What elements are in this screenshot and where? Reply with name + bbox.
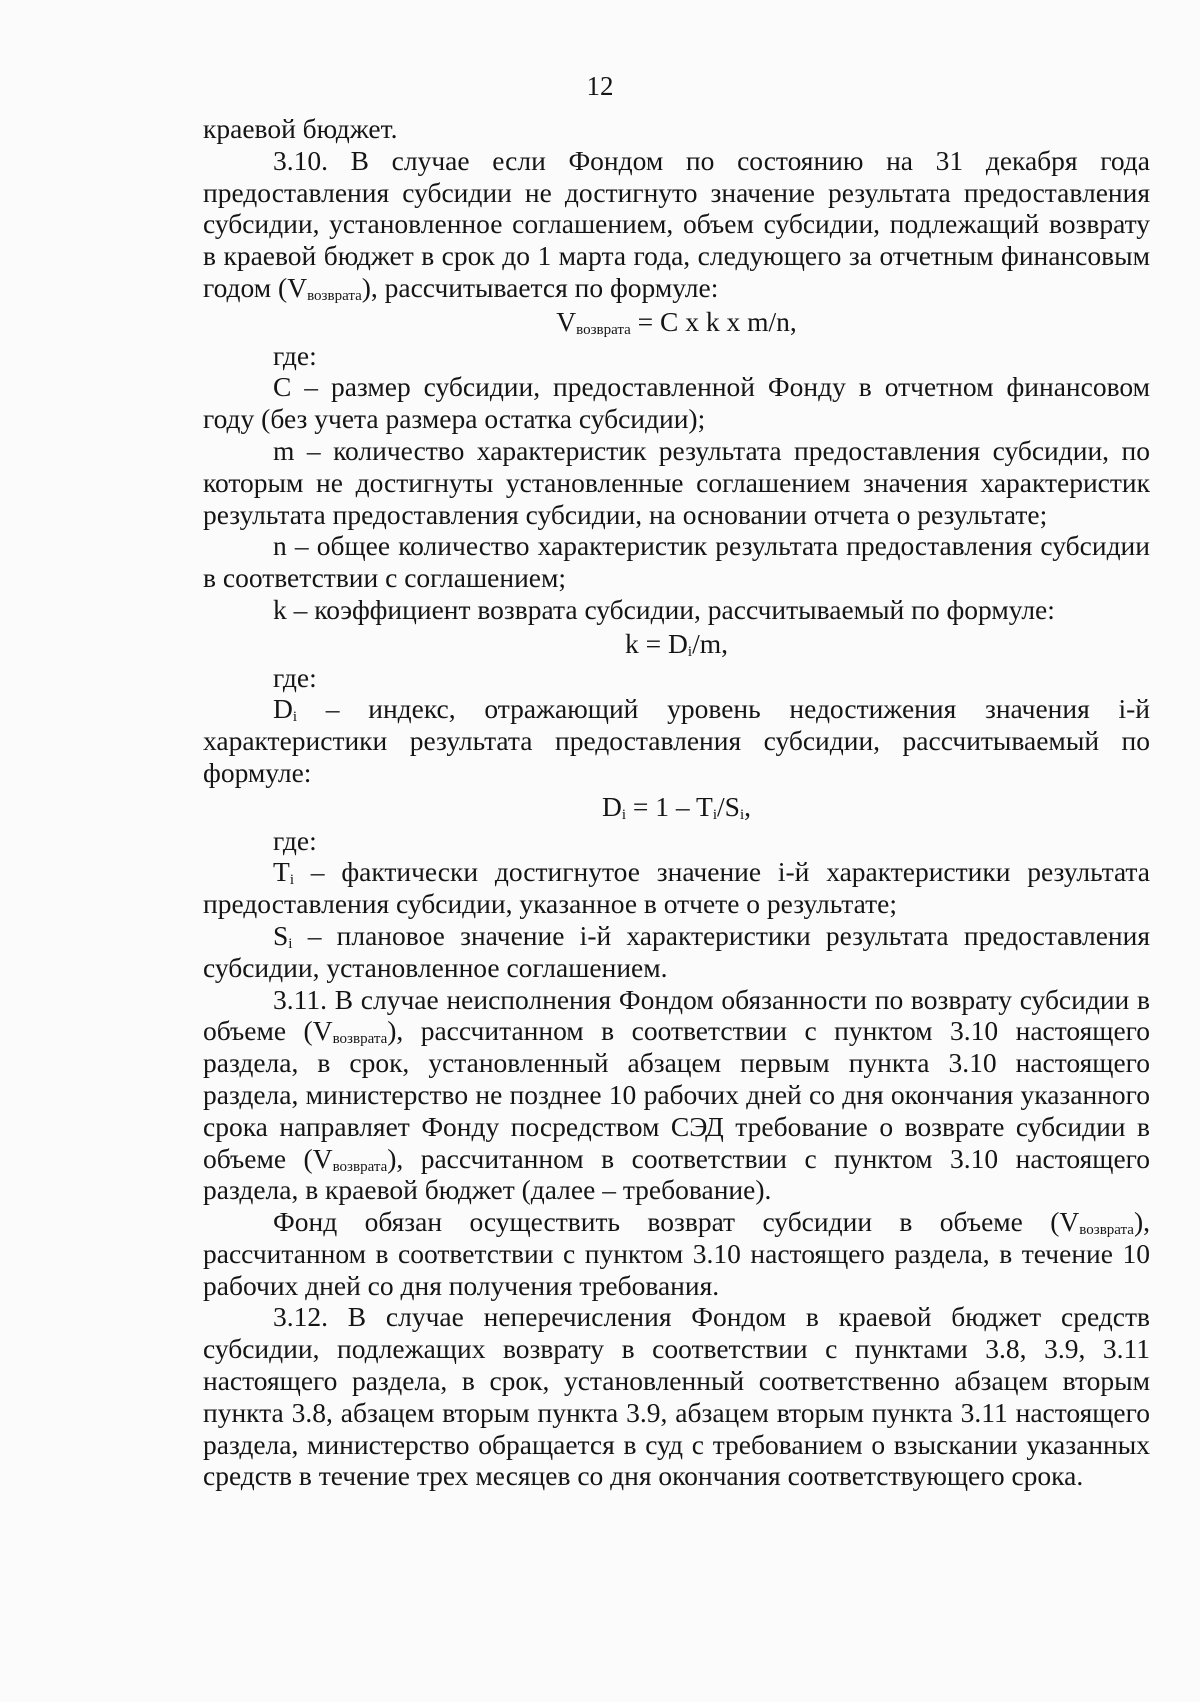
definition-s: $S_i$ – плановое значение i-й характеристики результата предоставления субсидии, установленное соглашением. [203,919,1150,983]
definition-m: m – количество характеристик результата предоставления субсидии, по которым не достигнуты установленные соглашением значения характеристик результата предоставления субсидии, на основании отчета о результате; [203,434,1150,530]
formula-k: $k = D_i/m$, [625,627,728,660]
clause-3-10: 3.10. В случае если Фондом по состоянию на 31 декабря года предоставления субсидии не достигнуто значение результата предоставления субсидии, установленное соглашением, объем субсидии, подлежащий возврату в краевой бюджет в срок до 1 марта года, следующего за отчетным финансовым годом $(V_{возврата})$, рассчитывается по формуле: [203,144,1150,304]
document-body [203,113,1150,1492]
where-label: где: [273,661,317,693]
clause-number: 3.12. [273,1301,328,1333]
formula-v-return: $V_{возврата} = C$ x k x m/n, [556,305,797,338]
clause-number: 3.10. [273,144,328,176]
lead-line: краевой бюджет. [203,113,398,144]
where-label: где: [273,824,317,856]
fund-obligation-paragraph: Фонд обязан осуществить возврат субсидии в объеме $(V_{возврата})$, рассчитанном в соответствии с пунктом 3.10 настоящего раздела, в течение 10 рабочих дней со дня получения требования. [203,1206,1150,1301]
page-number: 12 [586,71,614,101]
clause-3-12: 3.12. В случае неперечисления Фондом в краевой бюджет средств субсидии, подлежащих возврату в соответствии с пунктами 3.8, 3.9, 3.11 настоящего раздела, в срок, установленный соответственно абзацем вторым пункта 3.8, абзацем вторым пункта 3.9, абзацем вторым пункта 3.11 настоящего раздела, министерство обращается в суд с требованием о взыскании указанных средств в течение трех месяцев со дня окончания соответствующего срока. [203,1301,1150,1492]
definition-n: n – общее количество характеристик результата предоставления субсидии в соответствии с соглашением; [203,530,1150,594]
formula-d: $D_i = 1 - T_i/S_i$, [601,790,751,823]
definition-t: $T_i$ – фактически достигнутое значение i-й характеристики результата предоставления субсидии, указанное в отчете о результате; [203,856,1150,920]
where-label: где: [273,339,317,371]
definition-d: $D_i$ – индекс, отражающий уровень недостижения значения i-й характеристики результата предоставления субсидии, рассчитываемый по формуле: [203,693,1150,788]
clause-3-11: 3.11. В случае неисполнения Фондом обязанности по возврату субсидии в объеме $(V_{возврата})$, рассчитанном в соответствии с пунктом 3.10 настоящего раздела, в срок, установленный абзацем первым пункта 3.10 настоящего раздела, министерство не позднее 10 рабочих дней со дня окончания указанного срока направляет Фонду посредством СЭД требование о возврате субсидии в объеме $(V_{возврата})$, рассчитанном в соответствии с пунктом 3.10 настоящего раздела, в краевой бюджет (далее – требование). [203,983,1151,1206]
definition-c: C – размер субсидии, предоставленной Фонду в отчетном финансовом году (без учета размера остатка субсидии); [203,371,1150,435]
definition-k: k – коэффициент возврата субсидии, рассчитываемый по формуле: [273,593,1055,625]
clause-number: 3.11. [273,983,327,1015]
